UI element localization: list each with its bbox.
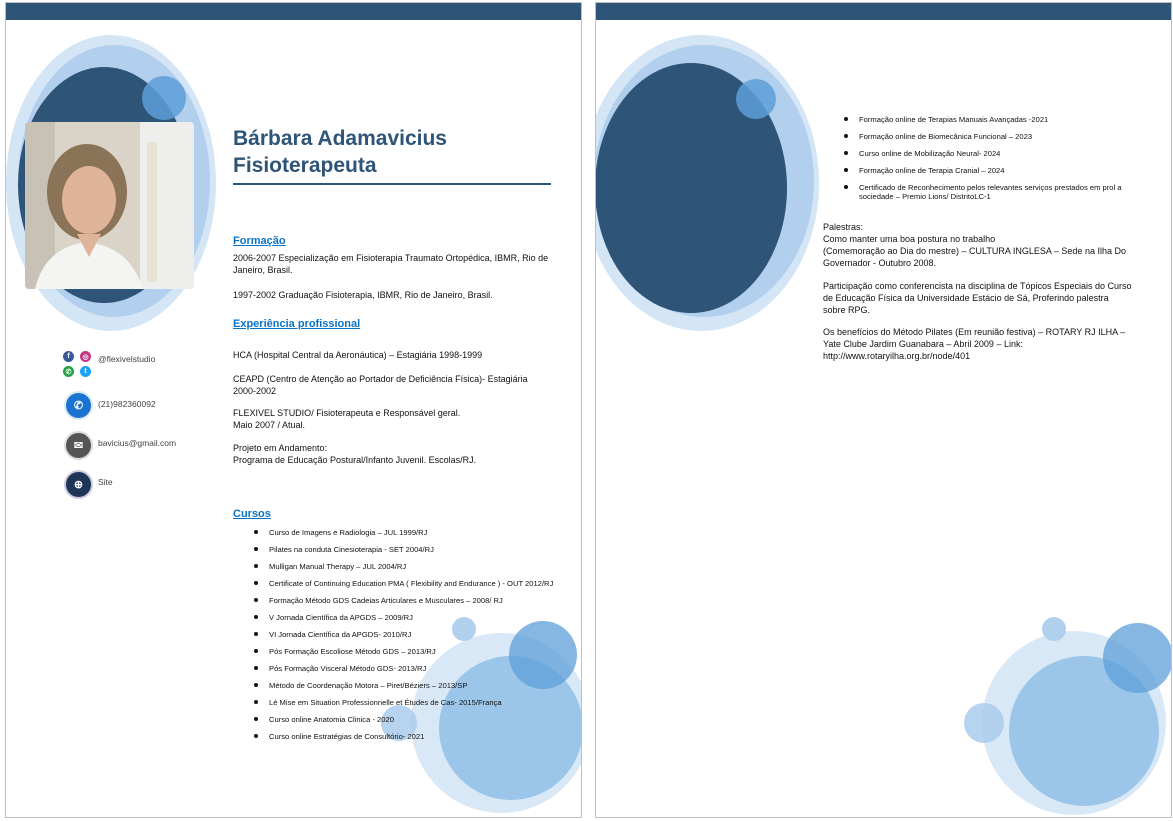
- list-item: Curso online Anatomia Clinica - 2020: [251, 715, 561, 724]
- resume-page-1: [5, 2, 582, 818]
- experiencia-item: FLEXIVEL STUDIO/ Fisioterapeuta e Responsável geral. Maio 2007 / Atual.: [233, 408, 461, 430]
- list-item: Mulligan Manual Therapy – JUL 2004/RJ: [251, 562, 561, 571]
- profile-name-block: [233, 125, 447, 179]
- list-item: VI Jornada Científica da APGDS- 2010/RJ: [251, 630, 561, 639]
- list-item: Curso online Estratégias de Consultório- 2021: [251, 732, 561, 741]
- cursos-heading: Cursos: [233, 508, 271, 520]
- formacao-heading: Formação: [233, 235, 286, 247]
- experiencia-item: HCA (Hospital Central da Aeronáutica) – Estagiária 1998-1999: [233, 350, 483, 360]
- email-icon[interactable]: ✉: [64, 431, 93, 460]
- experiencia-item: CEAPD (Centro de Atenção ao Portador de Deficiência Física)- Estagiária 2000-2002: [233, 374, 528, 396]
- experiencia-item: Projeto em Andamento: Programa de Educação Postural/Infanto Juvenil. Escolas/RJ.: [233, 443, 477, 465]
- list-item: Curso online de Mobilização Neural- 2024: [841, 149, 1131, 158]
- whatsapp-icon[interactable]: ✆: [63, 366, 74, 377]
- profile-name: Bárbara Adamavicius: [233, 127, 447, 150]
- formacao-item: 2006-2007 Especialização em Fisioterapia Traumato Ortopédica, IBMR, Rio de Janeiro, Brasil.: [233, 253, 549, 275]
- list-item: Formação Método GDS Cadeias Articulares e Musculares – 2008/ RJ: [251, 596, 561, 605]
- list-item: Certificado de Reconhecimento pelos relevantes serviços prestados em prol a sociedade – Premio Lions/ DistritoLC-1: [841, 183, 1131, 201]
- palestra-item: Os benefícios do Método Pilates (Em reunião festiva) – ROTARY RJ ILHA – Yate Clube Jardim Guanabara – Abril 2009 – Link: http://www.rotaryilha.org.br/node/401: [823, 327, 1126, 361]
- palestra-item: Palestras: Como manter uma boa postura no trabalho (Comemoração ao Dia do mestre) – CULTURA INGLESA – Sede na Ilha Do Governador - Outubro 2008.: [823, 222, 1126, 268]
- twitter-icon[interactable]: t: [80, 366, 91, 377]
- globe-icon[interactable]: ⊕: [64, 470, 93, 499]
- formacao-item: 1997-2002 Graduação Fisioterapia, IBMR, Rio de Janeiro, Brasil.: [233, 290, 493, 300]
- facebook-icon[interactable]: f: [63, 351, 74, 362]
- list-item: Curso de Imagens e Radiologia – JUL 1999/RJ: [251, 528, 561, 537]
- profile-photo: [25, 122, 194, 289]
- email-address[interactable]: bavicius@gmail.com: [98, 438, 177, 448]
- list-item: Certificate of Continuing Education PMA ( Flexibility and Endurance ) - OUT 2012/RJ: [251, 579, 561, 588]
- resume-page-2: [595, 2, 1172, 818]
- profile-title: Fisioterapeuta: [233, 154, 377, 177]
- name-divider: [233, 183, 551, 185]
- palestra-item: Participação como conferencista na disciplina de Tópicos Especiais do Curso de Educação Física da Universidade Estácio de Sá, Proferindo palestra sobre RPG.: [823, 281, 1132, 315]
- list-item: Pilates na conduta Cinesioterapia - SET 2004/RJ: [251, 545, 561, 554]
- phone-icon[interactable]: ✆: [64, 391, 93, 420]
- site-link[interactable]: Site: [98, 477, 113, 487]
- list-item: Pós Formação Escoliose Método GDS – 2013/RJ: [251, 647, 561, 656]
- experiencia-heading: Experiência profissional: [233, 318, 361, 330]
- list-item: Formação online de Biomecânica Funcional – 2023: [841, 132, 1131, 141]
- list-item: Método de Coordenação Motora – Piret/Béziers – 2013/SP: [251, 681, 561, 690]
- list-item: Lé Mise em Situation Professionnelle et Études de Cas- 2015/França: [251, 698, 561, 707]
- page2-list: [841, 115, 1131, 209]
- social-handle[interactable]: @flexivelstudio: [98, 354, 156, 364]
- phone-number[interactable]: (21)982360092: [98, 399, 156, 409]
- cursos-list: [251, 528, 561, 749]
- list-item: Pós Formação Visceral Método GDS- 2013/RJ: [251, 664, 561, 673]
- list-item: V Jornada Científica da APGDS – 2009/RJ: [251, 613, 561, 622]
- instagram-icon[interactable]: ◎: [80, 351, 91, 362]
- list-item: Formação online de Terapia Cranial – 2024: [841, 166, 1131, 175]
- list-item: Formação online de Terapias Manuais Avançadas -2021: [841, 115, 1131, 124]
